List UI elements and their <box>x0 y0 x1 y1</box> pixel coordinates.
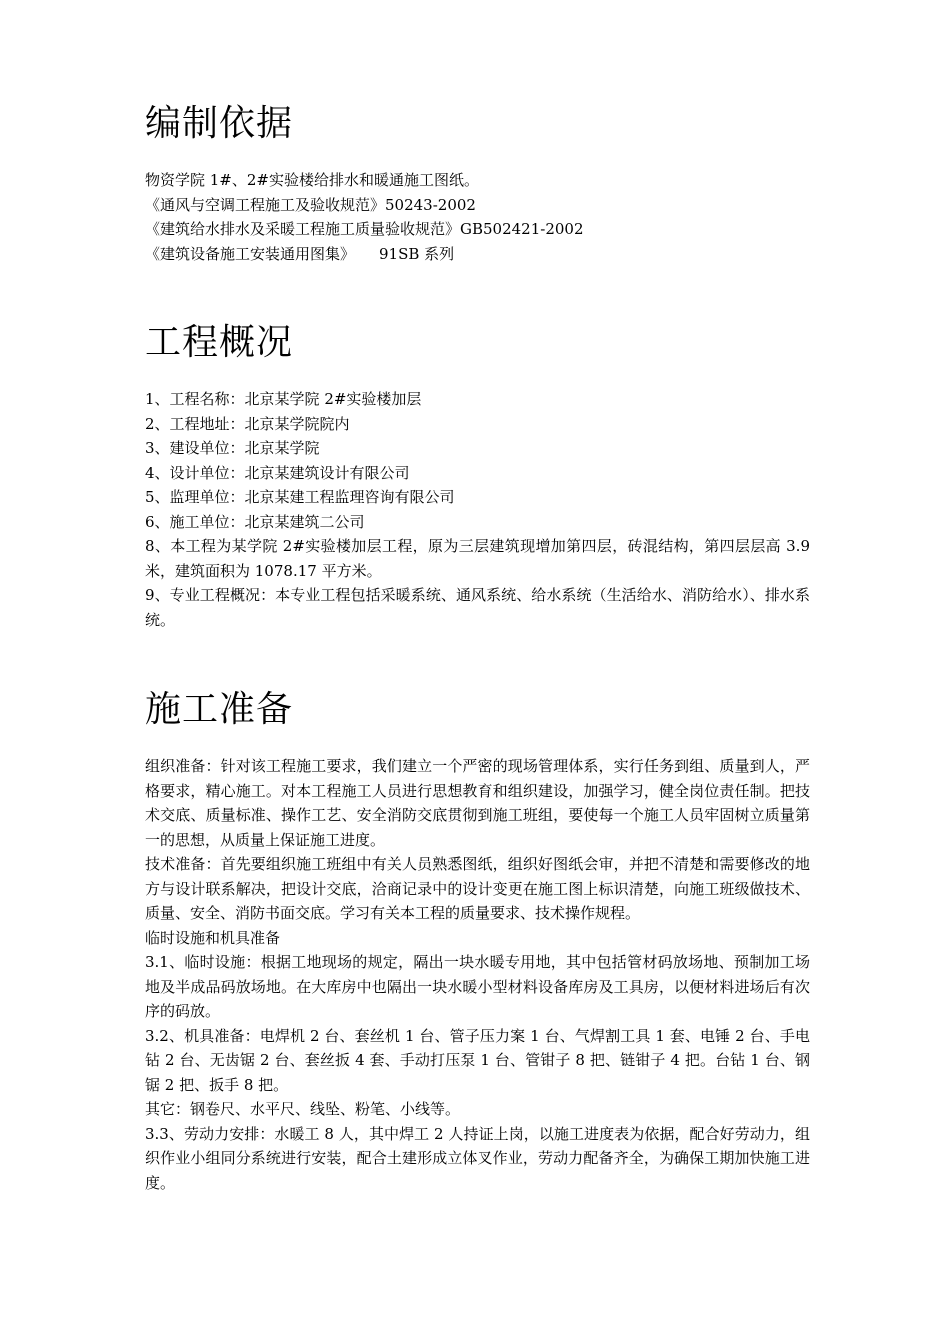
overview-item: 5、监理单位：北京某建工程监理咨询有限公司 <box>145 488 455 506</box>
section-preparation <box>145 688 810 1195</box>
preparation-paragraph: 3.1、临时设施：根据工地现场的规定，隔出一块水暖专用地，其中包括管材码放场地、预制加工场地及半成品码放场地。在大库房中也隔出一块水暖小型材料设备库房及工具房，以便材料进场后有次序的码放。 <box>145 953 810 1020</box>
overview-item: 4、设计单位：北京某建筑设计有限公司 <box>145 463 410 482</box>
preparation-paragraph: 其它：钢卷尺、水平尺、线坠、粉笔、小线等。 <box>145 1100 461 1118</box>
overview-item: 9、专业工程概况：本专业工程包括采暖系统、通风系统、给水系统（生活给水、消防给水）、排水系统。 <box>145 586 810 629</box>
preparation-body <box>145 754 810 1195</box>
overview-item: 6、施工单位：北京某建筑二公司 <box>145 512 365 531</box>
atlas-title: 《建筑设备施工安装通用图集》 <box>145 244 356 263</box>
preparation-paragraph: 3.3、劳动力安排：水暖工 8 人，其中焊工 2 人持证上岗，以施工进度表为依据，配合好劳动力，组织作业小组同分系统进行安装，配合土建形成立体叉作业，劳动力配备齐全，为确保工期加快施工进度。 <box>145 1124 810 1192</box>
basis-line: 《通风与空调工程施工及验收规范》50243-2002 <box>145 195 476 214</box>
overview-item: 1、工程名称：北京某学院 2#实验楼加层 <box>145 390 422 408</box>
overview-item: 8、本工程为某学院 2#实验楼加层工程，原为三层建筑现增加第四层，砖混结构，第四层层高 3.9 米，建筑面积为 1078.17 平方米。 <box>145 537 810 580</box>
preparation-paragraph: 3.2、机具准备：电焊机 2 台、套丝机 1 台、管子压力案 1 台、气焊割工具 1 套、电锤 2 台、手电钻 2 台、无齿锯 2 台、套丝扳 4 套、手动打压泵 1 台、管钳子 8 把、链钳子 4 把。台钻 1 台、钢锯 2 把、扳手 8 把。 <box>145 1026 810 1094</box>
section-overview <box>145 321 810 632</box>
basis-line: 《建筑给水排水及采暖工程施工质量验收规范》GB502421-2002 <box>145 220 584 238</box>
overview-item: 3、建设单位：北京某学院 <box>145 439 320 457</box>
overview-item: 2、工程地址：北京某学院院内 <box>145 414 350 433</box>
preparation-paragraph: 组织准备：针对该工程施工要求，我们建立一个严密的现场管理体系，实行任务到组、质量到人，严格要求，精心施工。对本工程施工人员进行思想教育和组织建设，加强学习，健全岗位责任制。把技术交底、质量标准、操作工艺、安全消防交底贯彻到施工班组，要使每一个施工人员牢固树立质量第一的思想，从质量上保证施工进度。 <box>145 757 810 849</box>
basis-line-atlas <box>145 242 810 267</box>
preparation-paragraph: 技术准备：首先要组织施工班组中有关人员熟悉图纸，组织好图纸会审，并把不清楚和需要修改的地方与设计联系解决，把设计交底，洽商记录中的设计变更在施工图上标识清楚，向施工班级做技术、质量、安全、消防书面交底。学习有关本工程的质量要求、技术操作规程。 <box>145 855 810 922</box>
section-heading-overview: 工程概况 <box>145 322 294 363</box>
preparation-subheading: 临时设施和机具准备 <box>145 928 281 947</box>
overview-list <box>145 387 810 632</box>
section-basis <box>145 102 810 266</box>
section-heading-preparation: 施工准备 <box>145 689 294 730</box>
atlas-series: 91SB 系列 <box>379 244 455 263</box>
basis-list <box>145 168 810 266</box>
section-heading-basis: 编制依据 <box>145 103 294 144</box>
basis-line: 物资学院 1#、2#实验楼给排水和暖通施工图纸。 <box>145 171 479 189</box>
